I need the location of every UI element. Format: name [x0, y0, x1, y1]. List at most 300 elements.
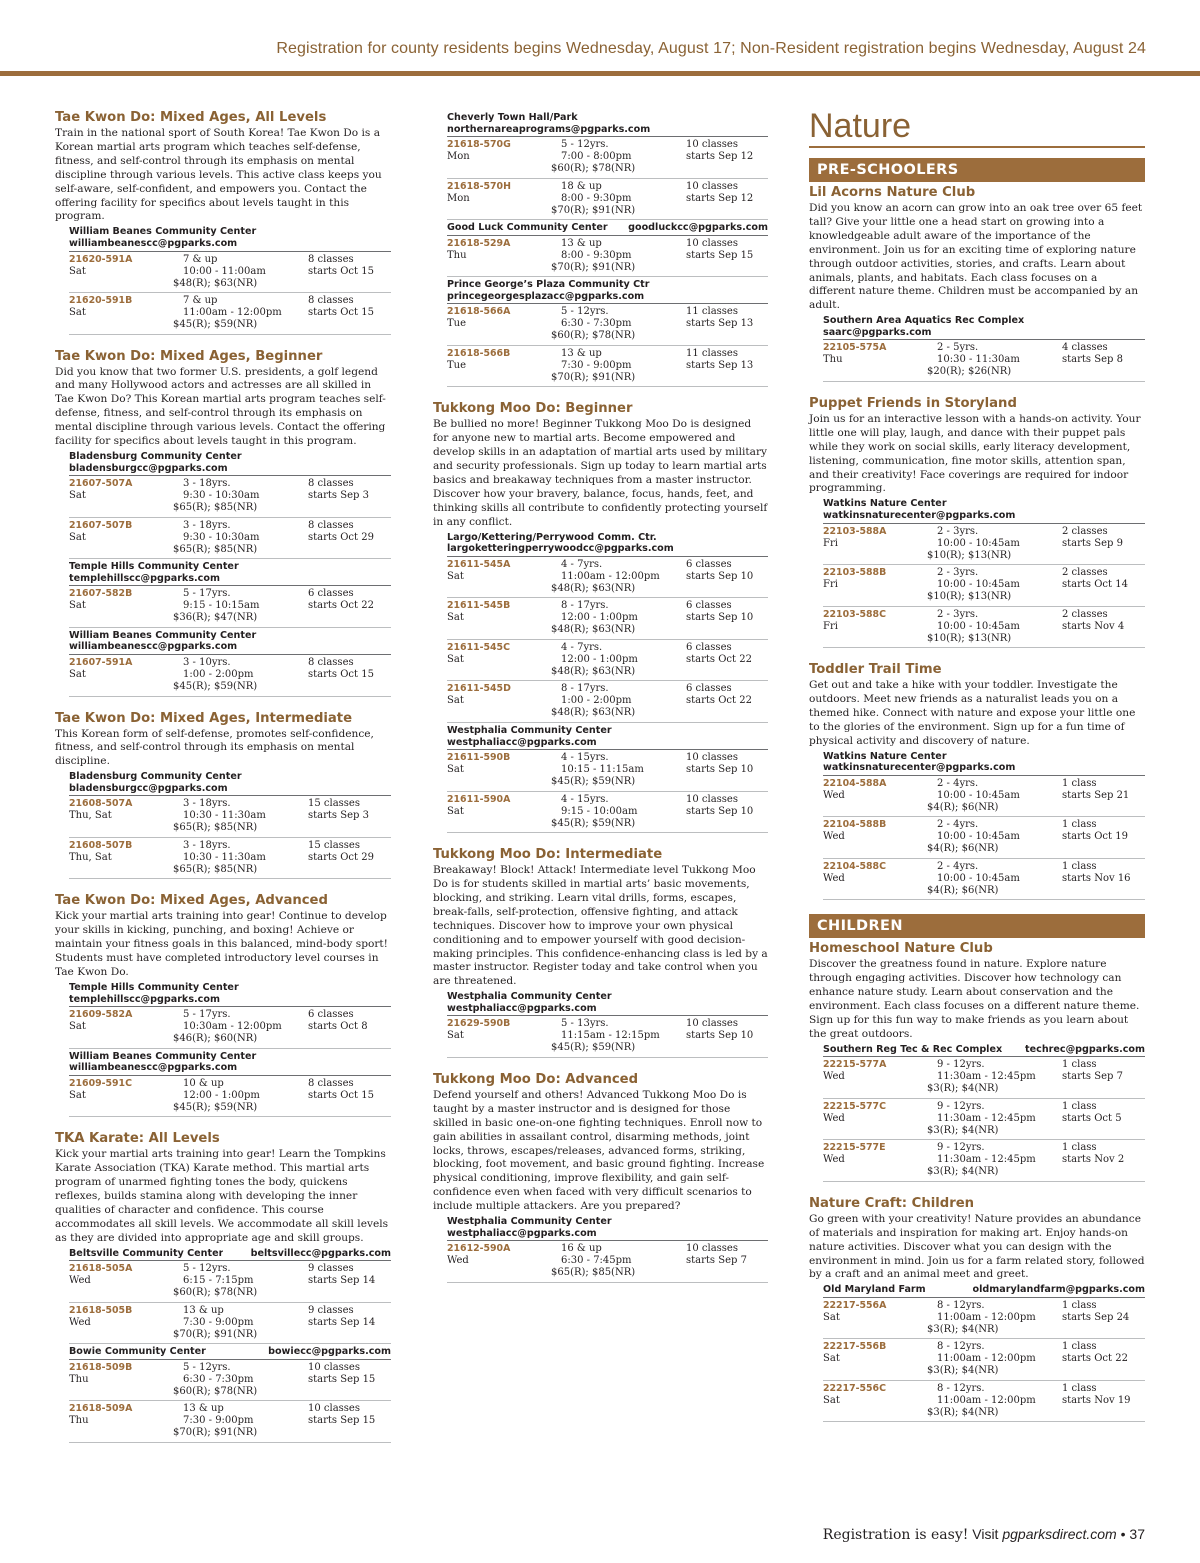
class-count: 6 classes: [308, 588, 354, 600]
session-day: Sat: [69, 669, 86, 681]
session-fee: $48(R); $63(NR): [551, 665, 636, 677]
course-code[interactable]: 21611-545D: [447, 683, 511, 695]
course-code[interactable]: 22217-556C: [823, 1382, 886, 1394]
footer-url-link[interactable]: pgparksdirect.com: [1002, 1526, 1117, 1542]
location-name: Temple Hills Community Center: [69, 561, 239, 573]
location-email-link[interactable]: westphaliacc@pgparks.com: [447, 1227, 597, 1239]
session-row: [69, 293, 391, 335]
start-date: starts Oct 29: [308, 851, 374, 863]
session-time: 10:00 - 10:45am: [937, 620, 1020, 632]
start-date: starts Oct 22: [308, 600, 374, 612]
footer-visit: Visit: [972, 1526, 999, 1542]
course-code[interactable]: 21618-566B: [447, 347, 511, 359]
session-fee: $65(R); $85(NR): [173, 543, 258, 555]
location-email-link[interactable]: williambeanescc@pgparks.com: [69, 237, 238, 249]
session-time: 10:00 - 10:45am: [937, 579, 1020, 591]
session-fee: $4(R); $6(NR): [927, 843, 999, 855]
program-description: Breakaway! Block! Attack! Intermediate level Tukkong Moo Do is for students skilled in martial arts’ basic movements, blocking, and striking. Learn vital drills, forms, escapes, break-falls, self-protection, offensive fighting, and attack techniques. Discover how to improve your own physical conditioning and to empower yourself with good decision-making principles. This confidence-enhancing class is led by a master instructor. Register today and take control when you are threatened.: [433, 864, 768, 988]
location-email-link[interactable]: techrec@pgparks.com: [1025, 1043, 1145, 1055]
age-range: 5 - 12yrs.: [183, 1263, 231, 1275]
age-range: 13 & up: [183, 1304, 224, 1316]
start-date: starts Sep 24: [1062, 1311, 1130, 1323]
start-date: starts Oct 15: [308, 265, 374, 277]
start-date: starts Oct 22: [686, 653, 752, 665]
program-block: [55, 1131, 391, 1443]
session-row: [823, 1057, 1145, 1099]
course-code[interactable]: 22103-588B: [823, 567, 887, 579]
session-day: Tue: [447, 318, 467, 330]
session-fee: $3(R); $4(NR): [927, 1166, 999, 1178]
session-row: [447, 681, 768, 723]
location-header: [447, 532, 768, 557]
location-email-link[interactable]: largoketteringperrywoodcc@pgparks.com: [447, 543, 674, 555]
program-title: Tukkong Moo Do: Intermediate: [433, 847, 663, 863]
session-time: 6:15 - 7:15pm: [183, 1275, 254, 1287]
course-code[interactable]: 22105-575A: [823, 342, 887, 354]
program-title: Tae Kwon Do: Mixed Ages, Advanced: [55, 893, 328, 909]
session-day: Sat: [447, 653, 464, 665]
course-code[interactable]: 21618-505B: [69, 1304, 133, 1316]
session-row: [69, 586, 391, 628]
class-count: 1 class: [1062, 860, 1097, 872]
session-time: 6:30 - 7:30pm: [183, 1373, 254, 1385]
course-code[interactable]: 22104-588A: [823, 777, 887, 789]
age-range: 2 - 5yrs.: [937, 342, 979, 354]
session-row: [447, 792, 768, 834]
course-code[interactable]: 21611-545B: [447, 600, 511, 612]
session-day: Sat: [69, 1089, 86, 1101]
session-day: Sat: [447, 1030, 464, 1042]
session-time: 9:30 - 10:30am: [183, 531, 260, 543]
location-name: Watkins Nature Center: [823, 498, 947, 510]
session-row: [69, 476, 391, 518]
course-code[interactable]: 21629-590B: [447, 1018, 511, 1030]
session-fee: $60(R); $78(NR): [173, 1287, 258, 1299]
program-block: [809, 185, 1145, 382]
location-email-link[interactable]: oldmarylandfarm@pgparks.com: [972, 1284, 1145, 1296]
location-email-link[interactable]: princegeorgesplazacc@pgparks.com: [447, 290, 645, 302]
session-time: 10:30 - 11:30am: [183, 810, 266, 822]
class-count: 8 classes: [308, 519, 354, 531]
age-range: 5 - 12yrs.: [561, 139, 609, 151]
class-count: 10 classes: [686, 1018, 738, 1030]
session-row: [69, 518, 391, 560]
session-row: [823, 1298, 1145, 1340]
program-description: Train in the national sport of South Korea! Tae Kwon Do is a Korean martial arts program which teaches self-defense, fitness, and self-control through its emphasis on mental discipline through various levels. This active class keeps you self-aware, self-confident, and empowers you. Contact the offering facility for specifics about levels taught in this program.: [55, 127, 382, 223]
location-block: [823, 1044, 1145, 1182]
session-day: Fri: [823, 537, 838, 549]
location-header: [69, 630, 391, 655]
location-email-link[interactable]: bladensburgcc@pgparks.com: [69, 462, 228, 474]
session-time: 9:30 - 10:30am: [183, 490, 260, 502]
session-fee: $10(R); $13(NR): [927, 549, 1012, 561]
session-row: [447, 598, 768, 640]
course-code[interactable]: 22215-577E: [823, 1142, 886, 1154]
course-code[interactable]: 21618-570G: [447, 139, 511, 151]
session-day: Tue: [447, 359, 467, 371]
location-block: [823, 315, 1145, 382]
session-day: Sat: [447, 612, 464, 624]
session-row: [69, 796, 391, 838]
session-row: [69, 655, 391, 697]
age-range: 2 - 4yrs.: [937, 819, 979, 831]
start-date: starts Sep 21: [1062, 789, 1130, 801]
page-footer: [823, 1526, 1145, 1543]
location-block: [447, 1216, 768, 1283]
class-count: 1 class: [1062, 777, 1097, 789]
session-day: Sat: [69, 490, 86, 502]
course-code[interactable]: 21611-545C: [447, 641, 510, 653]
course-code[interactable]: 21607-507B: [69, 519, 133, 531]
class-count: 8 classes: [308, 478, 354, 490]
session-day: Sat: [823, 1353, 840, 1365]
location-header: [447, 112, 768, 137]
session-time: 10:30 - 11:30am: [183, 851, 266, 863]
session-time: 1:00 - 2:00pm: [561, 695, 632, 707]
age-range: 4 - 7yrs.: [561, 558, 603, 570]
start-date: starts Oct 14: [1062, 579, 1128, 591]
location-header: [69, 561, 391, 586]
age-range: 7 & up: [183, 253, 218, 265]
course-code[interactable]: 21618-529A: [447, 237, 511, 249]
session-day: Wed: [823, 1112, 845, 1124]
location-email-link[interactable]: westphaliacc@pgparks.com: [447, 1002, 597, 1014]
course-code[interactable]: 21612-590A: [447, 1243, 511, 1255]
class-count: 9 classes: [308, 1304, 354, 1316]
location-email-link[interactable]: saarc@pgparks.com: [823, 326, 932, 338]
program-description: Go green with your creativity! Nature provides an abundance of materials and inspiration for making art. Enjoy hands-on nature activities. Discover what you can design with the environment in mind. Join us for a farm related story, followed by a craft and an animal meet and greet.: [809, 1212, 1145, 1281]
start-date: starts Oct 15: [308, 307, 374, 319]
age-range: 5 - 17yrs.: [183, 588, 231, 600]
program-description: Join us for an interactive lesson with a hands-on activity. Your little one will play, laugh, and dance with their puppet pals while they work on social skills, early literacy development, listening, communication, fine motor skills, attention span, and their creativity! Face coverings are required for indoor programming.: [809, 412, 1141, 495]
location-header: [823, 1044, 1145, 1058]
session-fee: $3(R); $4(NR): [927, 1124, 999, 1136]
course-code[interactable]: 21618-570H: [447, 180, 511, 192]
session-day: Wed: [823, 872, 845, 884]
category-bar: PRE-SCHOOLERS: [809, 158, 1145, 182]
program-block: [55, 711, 391, 880]
location-email-link[interactable]: bowiecc@pgparks.com: [268, 1346, 391, 1358]
location-name: William Beanes Community Center: [69, 226, 257, 238]
location-block: [447, 112, 768, 220]
session-day: Fri: [823, 579, 838, 591]
course-code[interactable]: 21608-507A: [69, 798, 133, 810]
session-time: 10:30am - 12:00pm: [183, 1021, 282, 1033]
location-name: Temple Hills Community Center: [69, 981, 239, 993]
session-row: [447, 236, 768, 278]
location-block: [69, 982, 391, 1049]
start-date: starts Sep 7: [1062, 1071, 1123, 1083]
location-block: [823, 1284, 1145, 1422]
course-code[interactable]: 22217-556B: [823, 1341, 887, 1353]
course-code[interactable]: 21611-590B: [447, 752, 511, 764]
program-description: Be bullied no more! Beginner Tukkong Moo Do is designed for anyone new to martial arts. Become empowered and develop skills in an adaptation of martial arts used by military and security professionals. Sign up today to learn martial arts basics and breakaway techniques from a master instructor. Discover how your bravery, balance, focus, hands, feet, and thinking skills all contribute to confidently protecting yourself in any conflict.: [433, 418, 768, 528]
location-name: Bladensburg Community Center: [69, 771, 242, 783]
session-day: Sat: [69, 531, 86, 543]
session-day: Sat: [69, 265, 86, 277]
class-count: 8 classes: [308, 253, 354, 265]
course-code[interactable]: 21607-582B: [69, 588, 133, 600]
program-title: Lil Acorns Nature Club: [809, 185, 976, 200]
start-date: starts Sep 10: [686, 570, 754, 582]
location-email-link[interactable]: westphaliacc@pgparks.com: [447, 736, 597, 748]
age-range: 2 - 3yrs.: [937, 608, 979, 620]
session-fee: $45(R); $59(NR): [551, 817, 636, 829]
start-date: starts Oct 22: [686, 695, 752, 707]
location-header: [447, 1216, 768, 1241]
course-code[interactable]: 22215-577C: [823, 1100, 886, 1112]
session-fee: $4(R); $6(NR): [927, 884, 999, 896]
location-name: Southern Reg Tec & Rec Complex: [823, 1043, 1003, 1055]
start-date: starts Sep 13: [686, 318, 754, 330]
session-time: 11:30am - 12:45pm: [937, 1112, 1036, 1124]
session-day: Wed: [447, 1255, 469, 1267]
start-date: starts Sep 3: [308, 810, 369, 822]
session-fee: $65(R); $85(NR): [551, 1267, 636, 1279]
session-fee: $45(R); $59(NR): [551, 1042, 636, 1054]
location-email-link[interactable]: bladensburgcc@pgparks.com: [69, 782, 228, 794]
age-range: 18 & up: [561, 180, 602, 192]
age-range: 2 - 3yrs.: [937, 525, 979, 537]
age-range: 4 - 15yrs.: [561, 752, 609, 764]
course-code[interactable]: 21620-591B: [69, 295, 133, 307]
session-time: 7:30 - 9:00pm: [561, 359, 632, 371]
course-code[interactable]: 21608-507B: [69, 839, 133, 851]
age-range: 9 - 12yrs.: [937, 1142, 985, 1154]
session-day: Sat: [447, 570, 464, 582]
session-row: [69, 1076, 391, 1118]
class-count: 1 class: [1062, 1382, 1097, 1394]
session-time: 10:00 - 10:45am: [937, 872, 1020, 884]
session-time: 11:00am - 12:00pm: [937, 1311, 1036, 1323]
session-day: Sat: [447, 805, 464, 817]
class-count: 15 classes: [308, 798, 360, 810]
session-fee: $70(R); $91(NR): [551, 371, 636, 383]
session-row: [823, 776, 1145, 818]
location-block: [447, 725, 768, 833]
location-header: [823, 315, 1145, 340]
session-row: [69, 1303, 391, 1345]
location-email-link[interactable]: williambeanescc@pgparks.com: [69, 1062, 238, 1074]
session-row: [823, 1099, 1145, 1141]
location-header: [69, 1051, 391, 1076]
course-code[interactable]: 21609-582A: [69, 1009, 133, 1021]
course-code[interactable]: 22104-588B: [823, 819, 887, 831]
age-range: 5 - 12yrs.: [561, 306, 609, 318]
course-code[interactable]: 21618-505A: [69, 1263, 133, 1275]
column-right-nature: [809, 107, 1145, 1436]
start-date: starts Sep 10: [686, 764, 754, 776]
course-code[interactable]: 21611-545A: [447, 558, 511, 570]
session-fee: $65(R); $85(NR): [173, 822, 258, 834]
age-range: 9 - 12yrs.: [937, 1059, 985, 1071]
location-header: [69, 1346, 391, 1360]
footer-lead: Registration is easy!: [822, 1527, 969, 1543]
session-fee: $60(R); $78(NR): [551, 330, 636, 342]
session-fee: $3(R); $4(NR): [927, 1406, 999, 1418]
session-day: Thu, Sat: [69, 851, 112, 863]
course-code[interactable]: 22103-588A: [823, 525, 887, 537]
session-time: 6:30 - 7:30pm: [561, 318, 632, 330]
start-date: starts Nov 4: [1062, 620, 1125, 632]
age-range: 8 - 17yrs.: [561, 683, 609, 695]
course-code[interactable]: 21607-507A: [69, 478, 133, 490]
session-fee: $10(R); $13(NR): [927, 591, 1012, 603]
course-code[interactable]: 21620-591A: [69, 253, 133, 265]
session-time: 10:00 - 10:45am: [937, 537, 1020, 549]
class-count: 10 classes: [686, 793, 738, 805]
session-day: Thu: [823, 354, 843, 366]
age-range: 7 & up: [183, 295, 218, 307]
class-count: 8 classes: [308, 1077, 354, 1089]
start-date: starts Oct 19: [1062, 831, 1128, 843]
start-date: starts Oct 15: [308, 669, 374, 681]
location-block: [447, 279, 768, 387]
session-day: Sat: [823, 1394, 840, 1406]
program-block: [433, 112, 768, 387]
course-code[interactable]: 22104-588C: [823, 860, 886, 872]
course-code[interactable]: 21618-566A: [447, 306, 511, 318]
program-title: Tae Kwon Do: Mixed Ages, All Levels: [55, 110, 327, 125]
class-count: 10 classes: [686, 1243, 738, 1255]
program-block: [55, 110, 391, 335]
session-row: [823, 1140, 1145, 1182]
location-block: [823, 751, 1145, 901]
start-date: starts Sep 7: [686, 1255, 747, 1267]
session-fee: $48(R); $63(NR): [551, 707, 636, 719]
class-count: 11 classes: [686, 306, 738, 318]
session-row: [69, 1007, 391, 1049]
session-time: 8:00 - 9:30pm: [561, 192, 632, 204]
start-date: starts Sep 10: [686, 1030, 754, 1042]
start-date: starts Nov 19: [1062, 1394, 1131, 1406]
program-title: Nature Craft: Children: [809, 1195, 975, 1211]
session-row: [823, 607, 1145, 649]
location-block: [69, 1248, 391, 1345]
age-range: 16 & up: [561, 1243, 602, 1255]
session-fee: $65(R); $85(NR): [173, 502, 258, 514]
session-day: Thu: [447, 249, 467, 261]
session-day: Sat: [69, 600, 86, 612]
age-range: 13 & up: [561, 347, 602, 359]
location-email-link[interactable]: beltsvillecc@pgparks.com: [250, 1247, 391, 1259]
session-day: Sat: [69, 1021, 86, 1033]
class-count: 2 classes: [1062, 525, 1108, 537]
course-code[interactable]: 22217-556A: [823, 1299, 887, 1311]
page-header: [0, 0, 1200, 80]
course-code[interactable]: 21611-590A: [447, 793, 511, 805]
session-fee: $36(R); $47(NR): [173, 612, 258, 624]
course-code[interactable]: 21609-591C: [69, 1077, 132, 1089]
course-code[interactable]: 21618-509B: [69, 1361, 133, 1373]
age-range: 13 & up: [561, 237, 602, 249]
location-email-link[interactable]: northernareaprograms@pgparks.com: [447, 123, 651, 135]
start-date: starts Oct 8: [308, 1021, 368, 1033]
location-block: [69, 1051, 391, 1118]
session-row: [823, 1339, 1145, 1381]
course-code[interactable]: 22215-577A: [823, 1059, 887, 1071]
age-range: 3 - 18yrs.: [183, 798, 231, 810]
location-email-link[interactable]: watkinsnaturecenter@pgparks.com: [823, 762, 1016, 774]
session-row: [823, 1381, 1145, 1423]
program-title: Tukkong Moo Do: Beginner: [433, 401, 633, 417]
course-code[interactable]: 22103-588C: [823, 608, 886, 620]
program-description: Kick your martial arts training into gear! Learn the Tompkins Karate Association (TKA) Karate method. This martial arts program of unarmed fighting tones the body, quickens reflexes, builds stamina along with developing the inner qualities of character and confidence. This course accommodates all skill levels. We accommodate all skill levels as they are divided into appropriate age and skill groups.: [55, 1148, 389, 1244]
program-description: Did you know that two former U.S. presidents, a golf legend and many Hollywood actors and actresses are all skilled in Tae Kwon Do? This Korean martial arts program teaches self-defense, fitness, and self-control through its emphasis on mental discipline through various levels. Contact the offering facility for specifics about levels taught in this program.: [55, 365, 386, 448]
location-header: [69, 1248, 391, 1262]
age-range: 2 - 4yrs.: [937, 860, 979, 872]
session-time: 11:30am - 12:45pm: [937, 1071, 1036, 1083]
location-block: [69, 1346, 391, 1443]
location-name: Prince George’s Plaza Community Ctr: [447, 279, 650, 291]
session-time: 10:00 - 11:00am: [183, 265, 266, 277]
location-name: Westphalia Community Center: [447, 991, 612, 1003]
start-date: starts Sep 13: [686, 359, 754, 371]
session-fee: $70(R); $91(NR): [173, 1328, 258, 1340]
session-time: 1:00 - 2:00pm: [183, 669, 254, 681]
footer-separator: •: [1120, 1526, 1126, 1542]
session-day: Mon: [447, 151, 470, 163]
session-row: [447, 1241, 768, 1283]
program-block: [809, 396, 1145, 648]
session-day: Wed: [823, 789, 845, 801]
age-range: 8 - 17yrs.: [561, 600, 609, 612]
age-range: 3 - 18yrs.: [183, 478, 231, 490]
location-header: [823, 1284, 1145, 1298]
course-code[interactable]: 21618-509A: [69, 1403, 133, 1415]
location-block: [447, 991, 768, 1058]
session-fee: $70(R); $91(NR): [551, 204, 636, 216]
class-count: 10 classes: [686, 139, 738, 151]
session-time: 10:00 - 10:45am: [937, 831, 1020, 843]
course-code[interactable]: 21607-591A: [69, 657, 133, 669]
class-count: 2 classes: [1062, 567, 1108, 579]
session-day: Thu: [69, 1415, 89, 1427]
session-row: [69, 1360, 391, 1402]
session-row: [447, 137, 768, 179]
start-date: starts Sep 12: [686, 192, 754, 204]
start-date: starts Sep 10: [686, 612, 754, 624]
program-block: [433, 847, 768, 1058]
location-header: [69, 451, 391, 476]
start-date: starts Sep 12: [686, 151, 754, 163]
session-fee: $60(R); $78(NR): [551, 163, 636, 175]
location-email-link[interactable]: templehillscc@pgparks.com: [69, 993, 220, 1005]
location-email-link[interactable]: williambeanescc@pgparks.com: [69, 641, 238, 653]
page-number: 37: [1129, 1526, 1145, 1542]
program-title: Homeschool Nature Club: [809, 941, 993, 957]
program-title: Tae Kwon Do: Mixed Ages, Beginner: [55, 348, 323, 364]
age-range: 3 - 10yrs.: [183, 657, 231, 669]
class-count: 10 classes: [686, 237, 738, 249]
session-row: [69, 838, 391, 880]
session-time: 12:00 - 1:00pm: [561, 612, 638, 624]
program-title: Toddler Trail Time: [809, 662, 942, 678]
age-range: 8 - 12yrs.: [937, 1382, 985, 1394]
session-fee: $48(R); $63(NR): [551, 582, 636, 594]
location-header: [447, 725, 768, 750]
location-block: [447, 222, 768, 277]
session-fee: $3(R); $4(NR): [927, 1083, 999, 1095]
location-email-link[interactable]: goodluckcc@pgparks.com: [628, 222, 768, 234]
session-day: Wed: [823, 1071, 845, 1083]
location-name: Beltsville Community Center: [69, 1247, 224, 1259]
start-date: starts Oct 22: [1062, 1353, 1128, 1365]
location-email-link[interactable]: watkinsnaturecenter@pgparks.com: [823, 509, 1016, 521]
program-description: This Korean form of self-defense, promotes self-confidence, fitness, and self-control through its emphasis on mental discipline.: [55, 727, 374, 768]
location-email-link[interactable]: templehillscc@pgparks.com: [69, 572, 220, 584]
class-count: 2 classes: [1062, 608, 1108, 620]
